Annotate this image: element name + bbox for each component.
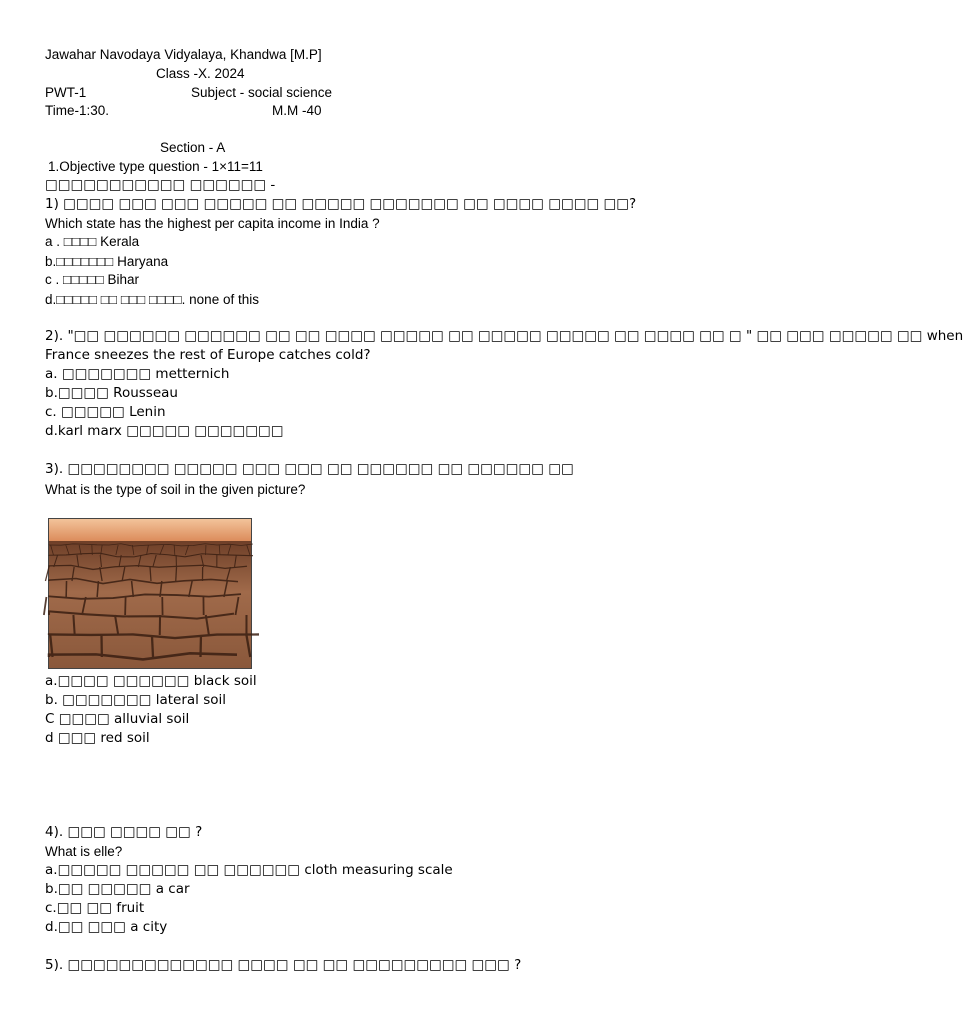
question-3-hindi: 3). □□□□□□□□ □□□□□ □□□ □□□ □□ □□□□□□ □□ □□□□□□ □□	[45, 461, 574, 477]
option-2d: d.karl marx □□□□□ □□□□□□□	[45, 423, 284, 439]
question-1-english: Which state has the highest per capita income in India ?	[45, 216, 380, 231]
question-2-line-2: France sneezes the rest of Europe catches cold?	[45, 347, 371, 363]
section-instruction-hi: □□□□□□□□□□□ □□□□□□ -	[45, 177, 276, 193]
cracked-soil-image	[48, 518, 252, 669]
soil-crack	[45, 567, 48, 581]
soil-crack	[73, 615, 74, 635]
option-4d: d.□□ □□□ a city	[45, 919, 168, 935]
option-2c: c. □□□□□ Lenin	[45, 404, 166, 420]
school-name: Jawahar Navodaya Vidyalaya, Khandwa [M.P]	[45, 47, 322, 62]
class-line: Class -X. 2024	[156, 66, 245, 81]
soil-crack	[152, 635, 153, 657]
option-2a: a. □□□□□□□ metternich	[45, 366, 230, 382]
option-3c: C □□□□ alluvial soil	[45, 711, 190, 727]
option-4a: a.□□□□□ □□□□□ □□ □□□□□□ cloth measuring scale	[45, 862, 453, 878]
option-3b: b. □□□□□□□ lateral soil	[45, 692, 227, 708]
question-4-hindi: 4). □□□ □□□□ □□ ?	[45, 824, 203, 840]
question-4-english: What is elle?	[45, 844, 123, 859]
test-name: PWT-1	[45, 85, 87, 100]
option-1a: a . □□□□ Kerala	[45, 234, 140, 249]
time-line: Time-1:30.	[45, 103, 110, 118]
option-2b: b.□□□□ Rousseau	[45, 385, 178, 401]
soil-crack	[44, 597, 47, 615]
section-instruction-en: 1.Objective type question - 1×11=11	[48, 159, 263, 174]
option-4b: b.□□ □□□□□ a car	[45, 881, 190, 897]
option-1b: b.□□□□□□□ Haryana	[45, 254, 169, 269]
option-3d: d □□□ red soil	[45, 730, 150, 746]
soil-crack	[176, 567, 177, 581]
option-4c: c.□□ □□ fruit	[45, 900, 145, 916]
question-1-hindi: 1) □□□□ □□□ □□□ □□□□□ □□ □□□□□ □□□□□□□ □□ □□□□ □□□□ □□?	[45, 196, 637, 212]
option-1d: d.□□□□□ □□ □□□ □□□□. none of this	[45, 292, 259, 307]
subject-line: Subject - social science	[191, 85, 333, 100]
section-title: Section - A	[160, 140, 226, 155]
question-2-line-1: 2). "□□ □□□□□□ □□□□□□ □□ □□ □□□□ □□□□□ □□ □□□□□ □□□□□ □□ □□□□ □□ □ " □□ □□□ □□□□□ □□ when	[45, 328, 963, 344]
option-3a: a.□□□□ □□□□□□ black soil	[45, 673, 257, 689]
question-5-hindi: 5). □□□□□□□□□□□□□ □□□□ □□ □□ □□□□□□□□□ □□□ ?	[45, 957, 522, 973]
question-3-english: What is the type of soil in the given picture?	[45, 482, 306, 497]
max-marks: M.M -40	[272, 103, 322, 118]
option-1c: c . □□□□□ Bihar	[45, 272, 140, 287]
